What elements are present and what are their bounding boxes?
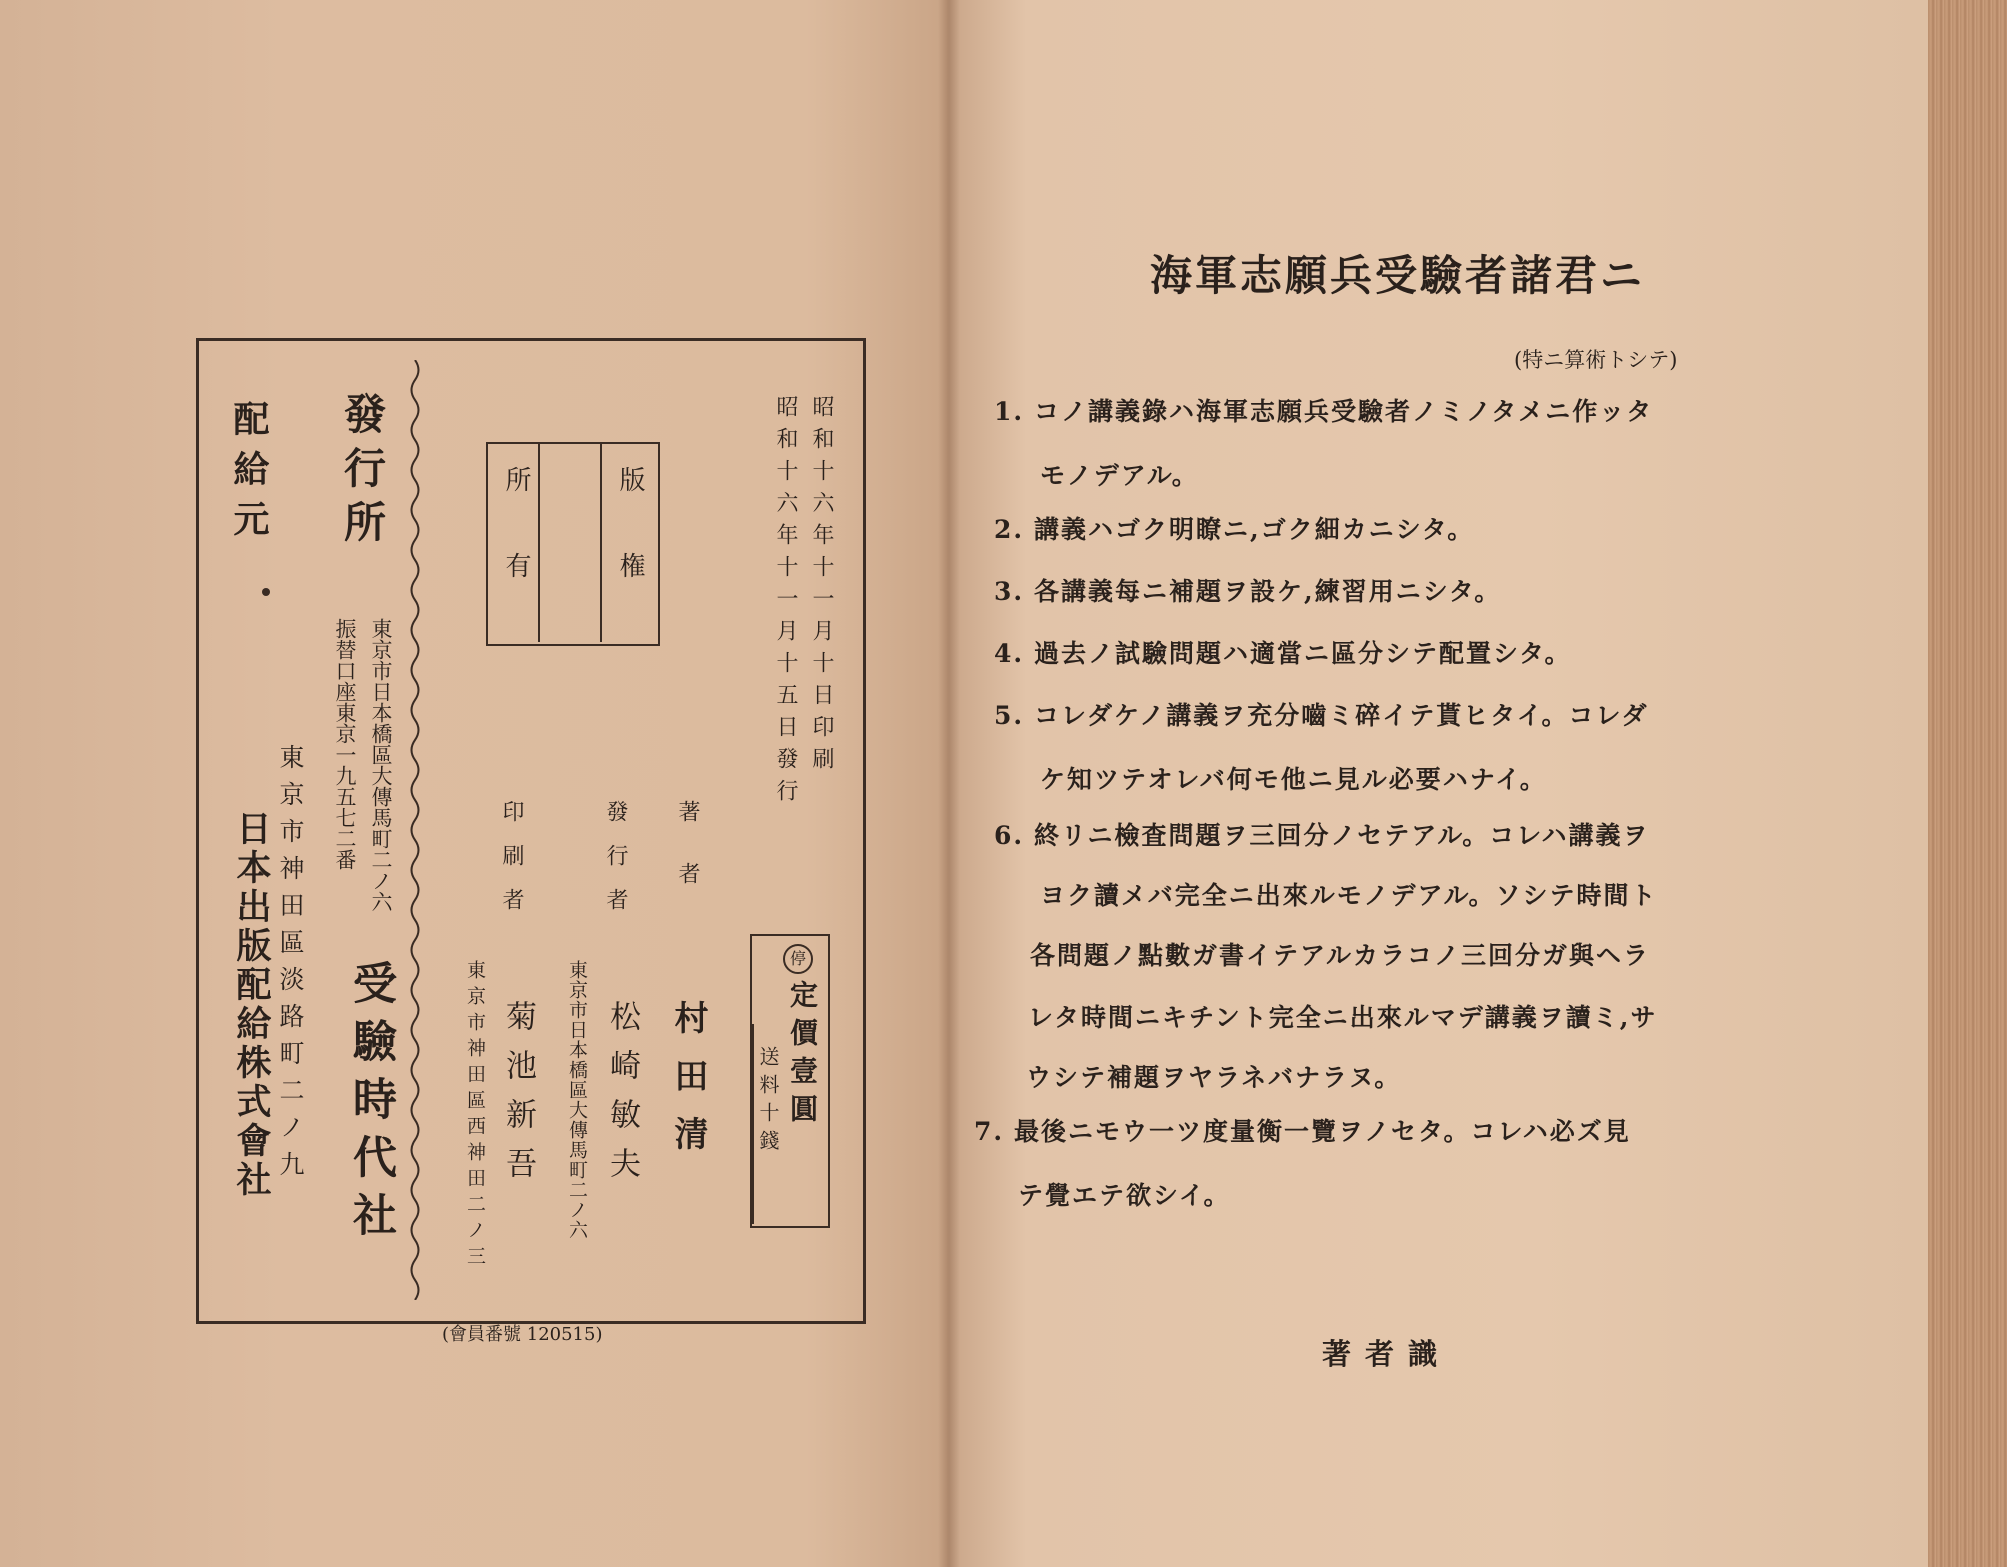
preface-item	[994, 816, 1774, 852]
price-seal: 停	[783, 944, 813, 974]
item-text: コレダケノ講義ヲ充分嚙ミ碎イテ貰ヒタイ。コレダ	[1034, 701, 1649, 730]
publisher-address: 東京市日本橋區大傳馬町二ノ六	[566, 960, 588, 1240]
item-number: 5.	[994, 701, 1025, 730]
item-continuation: テ覺エテ欲シイ。	[1018, 1181, 1231, 1210]
item-continuation: モノデアル。	[1040, 461, 1199, 490]
publisher-label: 發行者	[603, 800, 628, 932]
item-text: 最後ニモウ一ツ度量衡一覽ヲノセタ。コレハ必ズ見	[1014, 1117, 1631, 1146]
distributor-name: 日本出版配給株式會社	[231, 810, 272, 1200]
preface-signature: 著者識	[1322, 1337, 1452, 1371]
printer-address: 東京市神田區西神田二ノ三	[464, 960, 486, 1272]
item-continuation: レタ時間ニキチント完全ニ出來ルマデ講義ヲ讀ミ,サ	[1028, 1003, 1658, 1032]
preface-item	[994, 572, 1774, 608]
item-continuation: ケ知ツテオレバ何モ他ニ見ル必要ハナイ。	[1040, 765, 1547, 794]
item-continuation: ヨク讀メバ完全ニ出來ルモノデアル。ソシテ時間ト	[1040, 881, 1658, 910]
copyright-right-text: 版権	[615, 466, 645, 638]
copyright-left-text: 所有	[501, 466, 531, 638]
stamp-dot	[262, 588, 270, 596]
item-number: 3.	[994, 577, 1025, 606]
author-label: 著者	[675, 800, 700, 924]
item-number: 2.	[994, 515, 1025, 544]
item-text: 講義ハゴク明瞭ニ,ゴク細カニシタ。	[1034, 515, 1475, 544]
item-text: コノ講義錄ハ海軍志願兵受驗者ノミノタメニ作ッタ	[1034, 397, 1654, 426]
distributor-label: 配給元	[228, 400, 270, 550]
printer-label: 印刷者	[499, 800, 524, 932]
item-number: 4.	[994, 639, 1025, 668]
copyright-box-divider	[538, 442, 602, 642]
preface-title: 海軍志願兵受驗者諸君ニ	[1150, 251, 1646, 300]
member-number: (會員番號 120515)	[442, 1324, 603, 1345]
issuer-address: 東京市日本橋區大傳馬町二ノ六	[369, 618, 393, 912]
item-continuation: 各問題ノ點數ガ書イテアルカラコノ三回分ガ與ヘラ	[1030, 941, 1651, 970]
issuer-account: 振替口座東京一九五七二番	[333, 618, 357, 870]
preface-item	[994, 510, 1774, 546]
publisher-name: 松崎敏夫	[604, 1000, 640, 1196]
issued-date: 昭和十六年十一月十五日發行	[773, 395, 798, 811]
printed-date: 昭和十六年十一月十日印刷	[809, 395, 834, 779]
preface-item	[974, 1112, 1754, 1148]
item-number: 7.	[974, 1117, 1005, 1146]
distributor-address: 東京市神田區淡路町二ノ九	[276, 744, 305, 1188]
book-spine	[938, 0, 960, 1567]
issuer-name: 受驗時代社	[345, 960, 396, 1250]
page-edges	[1928, 0, 2007, 1567]
item-text: 過去ノ試驗問題ハ適當ニ區分シテ配置シタ。	[1034, 639, 1572, 668]
item-text: 各講義每ニ補題ヲ設ケ,練習用ニシタ。	[1034, 577, 1502, 606]
item-number: 6.	[994, 821, 1025, 850]
postage-text: 送料十錢	[756, 1046, 780, 1158]
wavy-rule	[408, 360, 422, 1300]
preface-subtitle: (特ニ算術トシテ)	[1514, 348, 1678, 372]
author-name: 村田清	[668, 1000, 708, 1174]
item-number: 1.	[994, 397, 1025, 426]
price-text: 定價壹圓	[786, 980, 819, 1132]
printer-name: 菊池新吾	[500, 1000, 536, 1196]
issuer-label: 發行所	[338, 392, 387, 554]
item-continuation: ウシテ補題ヲヤラネバナラヌ。	[1026, 1063, 1402, 1092]
preface-item	[994, 696, 1774, 732]
preface-item	[994, 392, 1774, 428]
item-text: 終リニ檢査問題ヲ三回分ノセテアル。コレハ講義ヲ	[1034, 821, 1650, 850]
preface-item	[994, 634, 1774, 670]
